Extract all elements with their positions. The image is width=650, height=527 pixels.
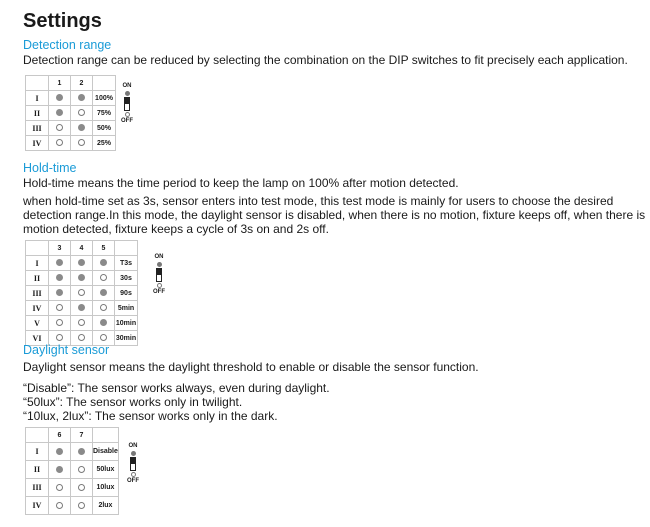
dip-cell bbox=[49, 497, 71, 515]
dip-off-icon bbox=[56, 304, 63, 311]
dip-cell bbox=[93, 271, 115, 286]
column-header bbox=[93, 76, 116, 91]
legend-off-label: OFF bbox=[127, 478, 139, 484]
hold-time-heading: Hold-time bbox=[23, 161, 77, 175]
dip-off-icon bbox=[100, 304, 107, 311]
on-dot-icon bbox=[131, 451, 136, 456]
table-row bbox=[26, 256, 138, 271]
dip-switch-icon bbox=[156, 268, 162, 282]
legend-on-label: ON bbox=[122, 83, 132, 89]
daylight-table-wrap bbox=[25, 427, 119, 515]
daylight-50lux-note: “50lux”: The sensor works only in twilight. bbox=[23, 395, 243, 409]
off-dot-icon bbox=[131, 472, 136, 477]
row-label: I bbox=[26, 91, 49, 106]
dip-cell bbox=[93, 316, 115, 331]
column-header: 3 bbox=[49, 241, 71, 256]
column-header bbox=[93, 428, 119, 443]
dip-cell bbox=[71, 443, 93, 461]
setting-value: 30s bbox=[115, 271, 138, 286]
column-header: 4 bbox=[71, 241, 93, 256]
dip-on-icon bbox=[78, 304, 85, 311]
dip-off-icon bbox=[56, 139, 63, 146]
dip-cell bbox=[49, 461, 71, 479]
table-row bbox=[26, 301, 138, 316]
column-header: 7 bbox=[71, 428, 93, 443]
row-label: I bbox=[26, 256, 49, 271]
row-label: III bbox=[26, 479, 49, 497]
dip-cell bbox=[49, 121, 71, 136]
off-dot-icon bbox=[157, 283, 162, 288]
hold-time-switch-legend bbox=[151, 254, 167, 296]
row-label: III bbox=[26, 286, 49, 301]
detection-range-table bbox=[25, 75, 116, 151]
setting-value: 100% bbox=[93, 91, 116, 106]
dip-on-icon bbox=[56, 94, 63, 101]
table-row bbox=[26, 121, 116, 136]
dip-on-icon bbox=[78, 448, 85, 455]
dip-cell bbox=[71, 136, 93, 151]
dip-cell bbox=[71, 479, 93, 497]
dip-cell bbox=[71, 256, 93, 271]
row-label: II bbox=[26, 271, 49, 286]
row-label: V bbox=[26, 316, 49, 331]
dip-on-icon bbox=[56, 259, 63, 266]
dip-on-icon bbox=[56, 109, 63, 116]
setting-value: 2lux bbox=[93, 497, 119, 515]
dip-on-icon bbox=[56, 466, 63, 473]
row-label: VI bbox=[26, 331, 49, 346]
table-header-row bbox=[26, 428, 119, 443]
dip-cell bbox=[71, 301, 93, 316]
dip-cell bbox=[71, 316, 93, 331]
dip-off-icon bbox=[100, 274, 107, 281]
table-header-row bbox=[26, 76, 116, 91]
table-row bbox=[26, 136, 116, 151]
table-row bbox=[26, 286, 138, 301]
dip-cell bbox=[49, 106, 71, 121]
dip-cell bbox=[49, 443, 71, 461]
dip-cell bbox=[49, 316, 71, 331]
table-row bbox=[26, 271, 138, 286]
row-label: II bbox=[26, 461, 49, 479]
dip-cell bbox=[71, 91, 93, 106]
dip-cell bbox=[71, 461, 93, 479]
dip-cell bbox=[49, 256, 71, 271]
dip-off-icon bbox=[56, 484, 63, 491]
row-label: IV bbox=[26, 301, 49, 316]
detection-switch-legend bbox=[119, 83, 135, 125]
setting-value: Disable bbox=[93, 443, 119, 461]
legend-off-label: OFF bbox=[153, 289, 165, 295]
column-header: 5 bbox=[93, 241, 115, 256]
hold-time-description: Hold-time means the time period to keep the lamp on 100% after motion detected. bbox=[23, 176, 459, 190]
setting-value: T3s bbox=[115, 256, 138, 271]
dip-off-icon bbox=[78, 466, 85, 473]
daylight-disable-note: “Disable”: The sensor works always, even during daylight. bbox=[23, 381, 330, 395]
dip-off-icon bbox=[56, 334, 63, 341]
dip-off-icon bbox=[56, 124, 63, 131]
table-row bbox=[26, 316, 138, 331]
dip-cell bbox=[49, 91, 71, 106]
dip-on-icon bbox=[56, 289, 63, 296]
dip-switch-icon bbox=[130, 457, 136, 471]
hold-time-test-mode-description: when hold-time set as 3s, sensor enters into test mode, this test mode is mainly for users to choose the desired detection range.In this mode, the daylight sensor is disabled, when there is no motion, fixture keeps off, when there is motion detected, fixture keeps a cycle of 3s on and 2s off. bbox=[23, 194, 646, 236]
setting-value: 75% bbox=[93, 106, 116, 121]
row-label: IV bbox=[26, 136, 49, 151]
dip-off-icon bbox=[78, 502, 85, 509]
dip-cell bbox=[71, 286, 93, 301]
column-header bbox=[115, 241, 138, 256]
dip-off-icon bbox=[78, 289, 85, 296]
setting-value: 50% bbox=[93, 121, 116, 136]
setting-value: 25% bbox=[93, 136, 116, 151]
column-header: 2 bbox=[71, 76, 93, 91]
daylight-dark-note: “10lux, 2lux”: The sensor works only in the dark. bbox=[23, 409, 278, 423]
table-row bbox=[26, 461, 119, 479]
dip-on-icon bbox=[100, 289, 107, 296]
setting-value: 90s bbox=[115, 286, 138, 301]
table-row bbox=[26, 91, 116, 106]
table-row bbox=[26, 479, 119, 497]
dip-cell bbox=[49, 271, 71, 286]
dip-cell bbox=[71, 121, 93, 136]
dip-off-icon bbox=[56, 319, 63, 326]
page-title: Settings bbox=[23, 10, 102, 32]
dip-cell bbox=[49, 136, 71, 151]
dip-on-icon bbox=[56, 448, 63, 455]
hold-time-table bbox=[25, 240, 138, 346]
detection-range-heading: Detection range bbox=[23, 38, 112, 52]
dip-off-icon bbox=[56, 502, 63, 509]
legend-on-label: ON bbox=[128, 443, 138, 449]
dip-on-icon bbox=[56, 274, 63, 281]
dip-off-icon bbox=[78, 109, 85, 116]
table-header-row bbox=[26, 241, 138, 256]
detection-range-description: Detection range can be reduced by selecting the combination on the DIP switches to fit precisely each application. bbox=[23, 53, 628, 67]
dip-on-icon bbox=[78, 124, 85, 131]
row-label: II bbox=[26, 106, 49, 121]
column-header: 1 bbox=[49, 76, 71, 91]
daylight-sensor-heading: Daylight sensor bbox=[23, 343, 110, 357]
row-label: III bbox=[26, 121, 49, 136]
daylight-sensor-table bbox=[25, 427, 119, 515]
setting-value: 10min bbox=[115, 316, 138, 331]
daylight-sensor-description: Daylight sensor means the daylight threshold to enable or disable the sensor function. bbox=[23, 360, 479, 374]
column-header bbox=[26, 76, 49, 91]
dip-on-icon bbox=[78, 274, 85, 281]
legend-on-label: ON bbox=[154, 254, 164, 260]
table-row bbox=[26, 443, 119, 461]
table-row bbox=[26, 106, 116, 121]
dip-off-icon bbox=[78, 484, 85, 491]
dip-off-icon bbox=[78, 139, 85, 146]
dip-cell bbox=[93, 286, 115, 301]
dip-off-icon bbox=[78, 334, 85, 341]
table-row bbox=[26, 497, 119, 515]
daylight-switch-legend bbox=[125, 443, 141, 485]
dip-switch-icon bbox=[124, 97, 130, 111]
dip-cell bbox=[71, 106, 93, 121]
dip-on-icon bbox=[100, 259, 107, 266]
setting-value: 30min bbox=[115, 331, 138, 346]
dip-cell bbox=[93, 301, 115, 316]
setting-value: 10lux bbox=[93, 479, 119, 497]
legend-off-label: OFF bbox=[121, 118, 133, 124]
dip-on-icon bbox=[100, 319, 107, 326]
column-header bbox=[26, 428, 49, 443]
dip-off-icon bbox=[78, 319, 85, 326]
dip-cell bbox=[49, 286, 71, 301]
dip-cell bbox=[71, 271, 93, 286]
row-label: I bbox=[26, 443, 49, 461]
on-dot-icon bbox=[125, 91, 130, 96]
dip-on-icon bbox=[78, 94, 85, 101]
dip-cell bbox=[49, 301, 71, 316]
dip-off-icon bbox=[100, 334, 107, 341]
dip-on-icon bbox=[78, 259, 85, 266]
dip-cell bbox=[49, 479, 71, 497]
dip-cell bbox=[71, 497, 93, 515]
setting-value: 5min bbox=[115, 301, 138, 316]
off-dot-icon bbox=[125, 112, 130, 117]
column-header: 6 bbox=[49, 428, 71, 443]
row-label: IV bbox=[26, 497, 49, 515]
detection-range-table-wrap bbox=[25, 75, 116, 151]
dip-cell bbox=[93, 256, 115, 271]
column-header bbox=[26, 241, 49, 256]
on-dot-icon bbox=[157, 262, 162, 267]
hold-time-table-wrap bbox=[25, 240, 138, 346]
setting-value: 50lux bbox=[93, 461, 119, 479]
